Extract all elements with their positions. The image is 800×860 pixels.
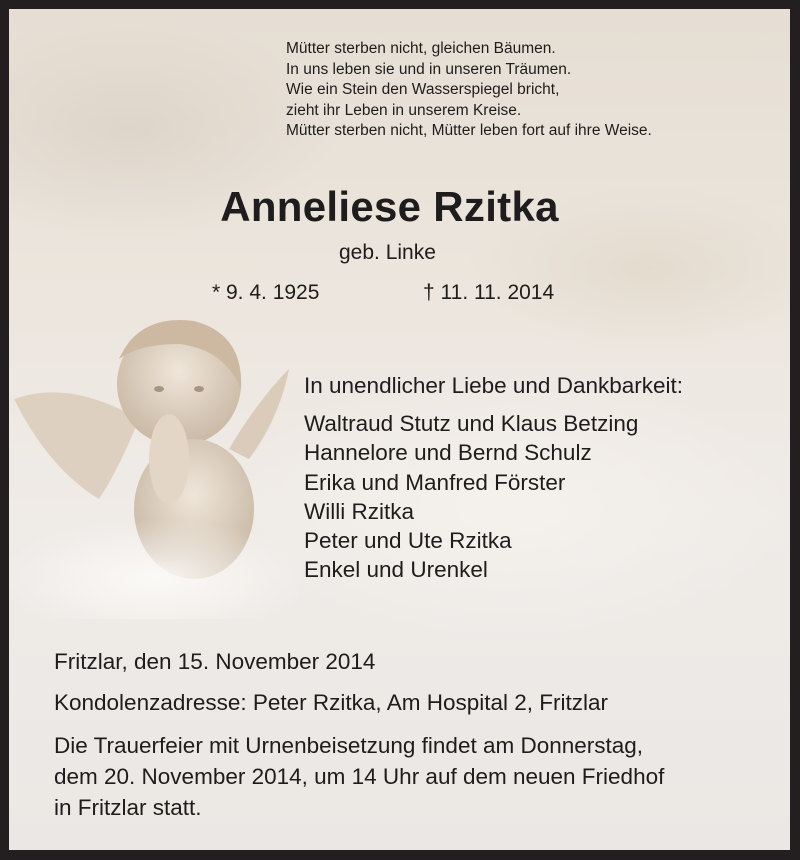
maiden-name: geb. Linke: [339, 241, 436, 264]
deceased-name: Anneliese Rzitka: [220, 183, 559, 230]
funeral-line: dem 20. November 2014, um 14 Uhr auf dem neuen Friedhof: [54, 764, 665, 789]
poem-line: Mütter sterben nicht, Mütter leben fort auf ihre Weise.: [286, 122, 652, 139]
poem-line: In uns leben sie und in unseren Träumen.: [286, 60, 572, 78]
mourner: Hannelore und Bernd Schulz: [304, 440, 592, 466]
funeral-line: in Fritzlar statt.: [54, 795, 202, 820]
mourner: Enkel und Urenkel: [304, 557, 488, 583]
funeral-line: Die Trauerfeier mit Urnenbeisetzung findet am Donnerstag,: [54, 733, 644, 758]
place-date: Fritzlar, den 15. November 2014: [54, 649, 376, 674]
poem-line: Mütter sterben nicht, gleichen Bäumen.: [286, 40, 556, 57]
condolence-address: Kondolenzadresse: Peter Rzitka, Am Hospital 2, Fritzlar: [54, 690, 608, 715]
angel-figure-image: [9, 299, 299, 619]
mourner: Waltraud Stutz und Klaus Betzing: [304, 411, 639, 436]
birth-date: * 9. 4. 1925: [212, 281, 320, 304]
mourners-intro: In unendlicher Liebe und Dankbarkeit:: [304, 373, 684, 398]
mourner: Erika und Manfred Förster: [304, 469, 566, 495]
poem-line: zieht ihr Leben in unserem Kreise.: [286, 101, 522, 119]
mourners-list: [304, 409, 638, 585]
mourner: Willi Rzitka: [304, 498, 414, 524]
poem: [286, 39, 652, 142]
poem-line: Wie ein Stein den Wasserspiegel bricht,: [286, 81, 560, 98]
funeral-info: [54, 730, 664, 823]
mourner: Peter und Ute Rzitka: [304, 528, 512, 554]
death-date: † 11. 11. 2014: [423, 281, 555, 304]
obituary-notice: [9, 9, 790, 850]
